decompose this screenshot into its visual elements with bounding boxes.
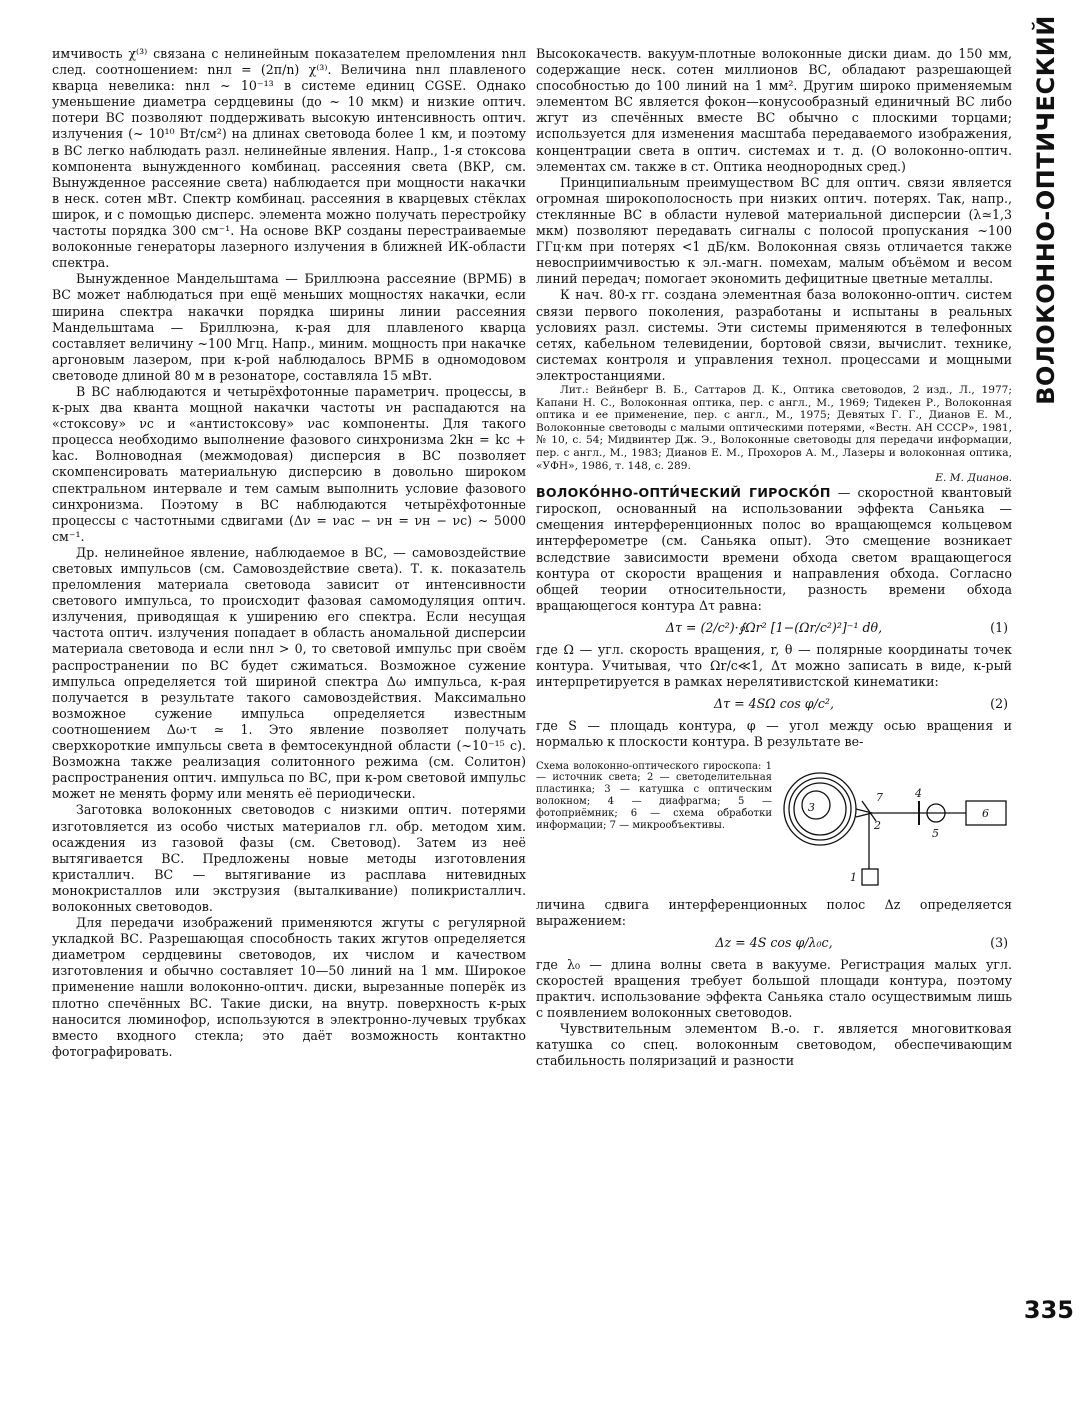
formula-2: Δτ = 4SΩ cos φ/c², (2) <box>714 696 1008 712</box>
figure-label: 4 <box>915 786 922 800</box>
light-source <box>862 869 878 885</box>
paragraph: где λ₀ — длина волны света в вакууме. Регистрация малых угл. скоростей вращения требует большой площади контура, поэтому практич. использование эффекта Саньяка стало осуществимым лишь с появлением волоконных световодов. <box>536 956 1012 1021</box>
page-number: 335 <box>1023 1296 1074 1324</box>
paragraph: В ВС наблюдаются и четырёхфотонные параметрич. процессы, в к-рых два кванта мощной накачки частоты νн распадаются на «стоксову» νс и «антистоксову» νас компоненты. Для такого процесса необходимо выполнение фазового синхронизма 2kн = kс + kас. Волноводная (межмодовая) дисперсия в ВС позволяет скомпенсировать материальную дисперсию в довольно широком спектральном интервале и тем самым выполнить условие фазового синхронизма. Поэтому в ВС наблюдаются четырёхфотонные процессы с частотными сдвигами (Δν = νас − νн = νн − νс) ~ 5000 см⁻¹. <box>52 383 526 544</box>
author-signature: Е. М. Дианов. <box>935 472 1012 485</box>
side-title: ВОЛОКОННО-ОПТИЧЕСКИЙ <box>1032 15 1061 405</box>
paragraph: Высококачеств. вакуум-плотные волоконные диски диам. до 150 мм, содержащие неск. сотен миллионов ВС, обладают разрешающей способностью до 100 линий на 1 мм². Другим широко применяемым элементом ВС является фокон—конусообразный единичный ВС либо жгут из спечённых вместе ВС обычно с плоскими торцами; используется для изменения масштаба передаваемого изображения, концентрации света в оптич. системах и т. д. (О волоконно-оптич. элементах см. также в ст. Оптика неоднородных сред.) <box>536 46 1012 174</box>
fiber-coil-inner <box>802 791 830 819</box>
paragraph: Заготовка волоконных световодов с низкими оптич. потерями изготовляется из особо чистых материалов гл. обр. методом хим. осаждения из газовой фазы (см. Световод). Затем из неё вытягивается ВС. Предложены новые методы изготовления кристаллич. ВС — вытягивание из расплава нитевидных монокристаллов или экструзия (выталкивание) поликристаллич. волоконных световодов. <box>52 802 526 914</box>
paragraph: Вынужденное Мандельштама — Бриллюэна рассеяние (ВРМБ) в ВС может наблюдаться при ещё меньших мощностях накачки, если ширина спектра накачки порядка ширины линии рассеяния Мандельштама — Бриллюэна, к-рая для плавленого кварца составляет величину ~100 Мгц. Напр., миним. мощность при накачке аргоновым лазером, при к-рой наблюдалось ВРМБ в одномодовом световоде длиной 80 м в резонаторе, составляла 15 мВт. <box>52 271 526 383</box>
paragraph: Чувствительным элементом В.-о. г. является многовитковая катушка со спец. волоконным световодом, обеспечивающим стабильность поляризаций и разности <box>536 1021 1012 1069</box>
fiber-coil-outer <box>784 773 856 845</box>
figure-label: 6 <box>982 806 989 820</box>
paragraph: где S — площадь контура, φ — угол между осью вращения и нормалью к плоскости контура. В результате ве- <box>536 718 1012 750</box>
figure-label: 2 <box>874 818 881 832</box>
right-column <box>536 46 1012 1069</box>
entry-intro: — скоростной квантовый гироскоп, основанный на использовании эффекта Саньяка — смещения интерференционных полос во вращающемся кольцевом интерферометре (см. Саньяка опыт). Это смещение возникает вследствие зависимости времени обхода светом вращающегося контура от скорости вращения и направления обхода. Согласно общей теории относительности, разность времени обхода вращающегося контура Δτ равна: <box>536 485 1012 613</box>
left-column <box>52 46 526 1060</box>
paragraph: Принципиальным преимуществом ВС для оптич. связи является огромная широкополосность при низких оптич. потерях. Так, напр., стеклянные ВС в области нулевой материальной дисперсии (λ≃1,3 мкм) позволяют передавать сигналы с полосой пропускания ~100 ГГц·км при потерях <1 дБ/км. Волоконная связь отличается также невосприимчивостью к эл.-магн. помехам, малым объёмом и весом линий передач; помогает экономить дефицитные цветные металлы. <box>536 174 1012 287</box>
paragraph: имчивость χ⁽³⁾ связана с нелинейным показателем преломления nнл след. соотношением: nнл = (2π/n) χ⁽³⁾. Величина nнл плавленого кварца невелика: nнл ~ 10⁻¹³ в системе единиц CGSE. Однако уменьшение диаметра сердцевины (до ~ 10 мкм) и низкие оптич. потери ВС позволяют поддерживать высокую интенсивность оптич. излучения (~ 10¹⁰ Вт/см²) на длинах световода более 1 км, и поэтому в ВС легко наблюдать разл. нелинейные явления. Напр., 1-я стоксова компонента вынужденного комбинац. рассеяния света (ВКР, см. Вынужденное рассеяние света) наблюдается при мощности накачки в неск. сотен мВт. Спектр комбинац. рассеяния в кварцевых стёклах широк, и с помощью дисперс. элемента можно получать перестройку частоты порядка 300 см⁻¹. На основе ВКР созданы перестраиваемые волоконные генераторы лазерного излучения в ближней ИК-области спектра. <box>52 46 526 271</box>
paragraph: личина сдвига интерференционных полос Δz определяется выражением: <box>536 896 1012 928</box>
gyroscope-diagram <box>776 757 1012 887</box>
formula-3: Δz = 4S cos φ/λ₀c, (3) <box>715 934 1008 950</box>
entry-paragraph <box>536 485 1012 614</box>
figure-label: 1 <box>850 870 857 884</box>
paragraph: где Ω — угл. скорость вращения, r, θ — полярные координаты точек контура. Учитывая, что Ωr/c≪1, Δτ можно записать в виде, к-рый интерпретируется в рамках нерелятивистской кинематики: <box>536 641 1012 690</box>
formula-number: (1) <box>990 619 1008 635</box>
figure-label: 7 <box>876 790 883 804</box>
gyroscope-figure <box>536 757 1012 887</box>
formula-number: (3) <box>990 934 1008 950</box>
figure-label: 5 <box>932 826 939 840</box>
figure-caption: Схема волоконно-оптического гироскопа: 1 — источник света; 2 — светоделительная пластинка; 3 — катушка с оптическим волокном; 4 — диафрагма; 5 — фотоприёмник; 6 — схема обработки информации; 7 — микрообъективы. <box>536 760 772 831</box>
entry-heading: ВОЛОКО́ННО-ОПТИ́ЧЕСКИЙ ГИРОСКО́П <box>536 485 831 501</box>
formula-number: (2) <box>990 696 1008 712</box>
literature-list: Лит.: Вейнберг В. Б., Саттаров Д. К., Оптика световодов, 2 изд., Л., 1977; Капани Н. С., Волоконная оптика, пер. с англ., М., 1969; Тидекен Р., Волоконная оптика и ее применение, пер. с англ., М., 1975; Девятых Г. Г., Дианов Е. М., Волоконные световоды с малыми оптическими потерями, «Вестн. АН СССР», 1981, № 10, с. 54; Мидвинтер Дж. Э., Волоконные световоды для передачи информации, пер. с англ., М., 1983; Дианов Е. М., Прохоров А. М., Лазеры и волоконная оптика, «УФН», 1986, т. 148, с. 289. <box>536 383 1012 472</box>
formula-1: Δτ = (2/c²)·∮Ωr² [1−(Ωr/c²)²]⁻¹ dθ, (1) <box>665 619 1008 635</box>
paragraph: Др. нелинейное явление, наблюдаемое в ВС, — самовоздействие световых импульсов (см. Самовоздействие света). Т. к. показатель преломления материала световода зависит от интенсивности светового импульса, то происходит фазовая самомодуляция оптич. излучения, приводящая к уширению его спектра. Если несущая частота оптич. излучения попадает в область аномальной дисперсии материала световода и если nнл > 0, то световой импульс при своём распространении по ВС будет сжиматься. Возможное сужение импульса определяется той шириной спектра Δω импульса, к-рая получается в результате такого самовоздействия. Максимально возможное сужение импульса определяется известным соотношением Δω·τ ≃ 1. Это явление позволяет получать сверхкороткие импульсы света в фемтосекундной области (~10⁻¹⁵ с). Возможна также реализация солитонного режима (см. Солитон) распространения оптич. импульса по ВС, при к-ром световой импульс может не менять форму или менять её периодически. <box>52 544 526 802</box>
figure-label: 3 <box>808 800 815 814</box>
paragraph: К нач. 80-х гг. создана элементная база волоконно-оптич. систем связи первого поколения, разработаны и испытаны в реальных условиях разл. системы. Эти системы применяются в телефонных сетях, кабельном телевидении, бортовой связи, вычислит. технике, системах контроля и управления технол. процессами и мощными электростанциями. <box>536 287 1012 383</box>
paragraph: Для передачи изображений применяются жгуты с регулярной укладкой ВС. Разрешающая способность таких жгутов определяется диаметром сердцевины световодов, их числом и качеством изготовления и обычно составляет 10—50 линий на 1 мм. Широкое применение нашли волоконно-оптич. диски, вырезанные поперёк из плотно спечённых ВС. Такие диски, на внутр. поверхность к-рых наносится люминофор, используются в электронно-лучевых трубках вместо входного стекла; это даёт возможность контактно фотографировать. <box>52 915 526 1059</box>
